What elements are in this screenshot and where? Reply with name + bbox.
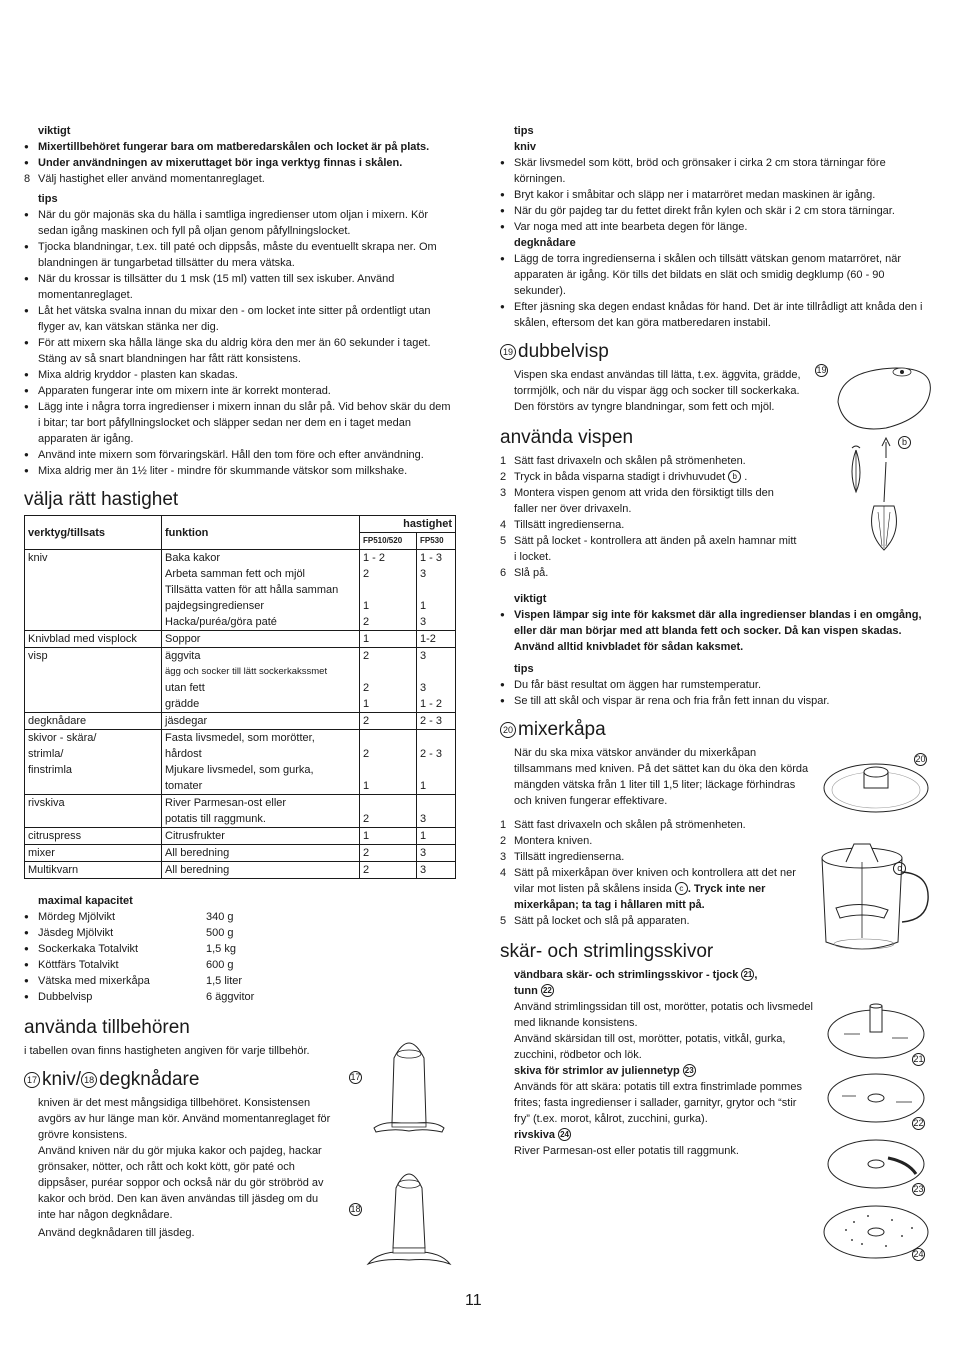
- table-cell-func: Fasta livsmedel, som morötter,: [162, 730, 360, 747]
- whisk-step: 1 Sätt fast drivaxeln och skålen på strömenheten.: [500, 455, 746, 467]
- tips2-item: ● Du får bäst resultat om äggen har rumstemperatur.: [500, 677, 932, 693]
- table-cell-tool: [25, 664, 162, 680]
- tip-item: ● När du krossar is tillsätter du 1 msk (15 ml) vatten till sex iskuber. Använd momentanreglaget.: [24, 271, 456, 303]
- table-cell-a: 2: [360, 713, 417, 730]
- table-cell-b: [417, 762, 456, 778]
- accessories-title: använda tillbehören: [24, 1017, 190, 1038]
- table-cell-a: 1: [360, 696, 417, 713]
- th-speed: hastighet: [360, 516, 456, 533]
- important-item: ● Mixertillbehöret fungerar bara om matberedarskålen och locket är på plats.: [24, 139, 456, 155]
- disc-heading: vändbara skär- och strimlingsskivor - tjock 21 , tunn 22: [514, 969, 758, 997]
- thick-disc-illustration: [826, 1000, 930, 1062]
- table-cell-tool: kniv: [25, 550, 162, 567]
- tip-item: ● För att mixern ska hålla länge ska du aldrig köra den mer än 60 sekunder i taget. Stäng av så snart blandningen har fått rätt konsistens.: [24, 335, 456, 367]
- table-row: [25, 566, 456, 582]
- number-17-icon: 17: [24, 1072, 40, 1088]
- table-cell-func: Tillsätta vatten för att hålla samman: [162, 582, 360, 598]
- dough-tip: ● Efter jäsning ska degen endast knådas för hand. Det är inte tillrådligt att knåda den i skålen, eftersom det kan göra matberedaren instabil.: [500, 299, 932, 331]
- table-cell-tool: [25, 778, 162, 795]
- figure-23-label: 23: [913, 1184, 924, 1194]
- table-cell-func: hårdost: [162, 746, 360, 762]
- table-cell-a: 2: [360, 862, 417, 879]
- whisk-step: 3 Montera vispen genom att vrida den försiktigt tills den faller ner över drivaxeln.: [500, 487, 774, 515]
- b-marker-icon: b: [728, 470, 741, 483]
- table-cell-b: [417, 730, 456, 747]
- table-cell-b: 3: [417, 845, 456, 862]
- table-row: [25, 680, 456, 696]
- table-cell-func: pajdegsingredienser: [162, 598, 360, 614]
- table-cell-tool: mixer: [25, 845, 162, 862]
- table-row: [25, 862, 456, 879]
- table-cell-func: grädde: [162, 696, 360, 713]
- capacity-item: ● Sockerkaka Totalvikt 1,5 kg: [24, 941, 456, 957]
- table-cell-b: 1: [417, 598, 456, 614]
- table-row: [25, 648, 456, 665]
- figure-b-label: b: [898, 436, 911, 449]
- table-cell-func: Baka kakor: [162, 550, 360, 567]
- table-cell-func: ägg och socker till lätt sockerkakssmet: [162, 664, 360, 680]
- table-cell-func: potatis till raggmunk.: [162, 811, 360, 828]
- table-row: [25, 713, 456, 730]
- knife-tip: ● Var noga med att inte bearbeta degen för länge.: [500, 219, 932, 235]
- disc-text-1: Använd strimlingssidan till ost, morötter, potatis och livsmedel med liknande konsistens.: [514, 1001, 813, 1029]
- table-cell-b: [417, 664, 456, 680]
- th-tool: verktyg/tillsats: [25, 516, 162, 550]
- disc-text-2: Använd skärsidan till ost, morötter, potatis, vitkål, gurka, zucchini, rödbetor och lök.: [514, 1033, 786, 1061]
- table-cell-a: [360, 762, 417, 778]
- table-cell-func: tomater: [162, 778, 360, 795]
- table-cell-a: 2: [360, 680, 417, 696]
- tip-item: ● Tjocka blandningar, t.ex. till paté och dippsås, måste du eventuellt skrapa ner. Om blandningen är tungarbetad tillsätter du mera vätska.: [24, 239, 456, 271]
- whisk-text: Vispen ska endast användas till lätta, t.ex. äggvita, grädde, torrmjölk, och när du vispar ägg och socker till sockerkaka. Den förstörs av tyngre blandningar, som fett och mjöl.: [514, 369, 801, 413]
- tip-item: ● Mixa aldrig kryddor - plasten kan skadas.: [24, 367, 456, 383]
- table-cell-b: 1 - 2: [417, 696, 456, 713]
- table-cell-tool: finstrimla: [25, 762, 162, 778]
- th-model-2: FP530: [417, 533, 456, 550]
- figure-20-label: 20: [915, 754, 926, 764]
- tip-item: ● Låt het vätska svalna innan du mixar den - om locket inte sitter på ordentligt utan flyger av, kan vätskan stänka ner dig.: [24, 303, 456, 335]
- table-cell-func: Mjukare livsmedel, som gurka,: [162, 762, 360, 778]
- figure-22-label: 22: [913, 1118, 924, 1128]
- cover-step-4: 4 Sätt på mixerkåpan över kniven och kontrollera att det ner vilar mot listen på skålens insida c . Tryck inte ner mixerkåpan; ta tag i hållaren mitt på.: [500, 867, 796, 911]
- table-cell-tool: Multikvarn: [25, 862, 162, 879]
- table-cell-b: 1 - 3: [417, 550, 456, 567]
- table-cell-b: 2 - 3: [417, 746, 456, 762]
- table-cell-tool: [25, 696, 162, 713]
- whisk-illustration: [826, 362, 938, 558]
- tip-item: ● Mixa aldrig mer än 1½ liter - mindre för skummande vätskor som milkshake.: [24, 463, 456, 479]
- table-row: [25, 696, 456, 713]
- grater-text: River Parmesan-ost eller potatis till raggmunk.: [514, 1145, 739, 1157]
- th-func: funktion: [162, 516, 360, 550]
- table-cell-b: 1: [417, 778, 456, 795]
- table-row: [25, 778, 456, 795]
- table-cell-func: Hacka/puréa/göra paté: [162, 614, 360, 631]
- table-cell-b: 2 - 3: [417, 713, 456, 730]
- table-cell-a: 2: [360, 746, 417, 762]
- number-19-icon: 19: [500, 344, 516, 360]
- figure-21-label: 21: [913, 1054, 924, 1064]
- capacity-item: ● Mördeg Mjölvikt 340 g: [24, 909, 456, 925]
- whisk-step: 5 Sätt på locket - kontrollera att änden på axeln hamnar mitt i locket.: [500, 535, 797, 563]
- figure-17-label: 17: [350, 1072, 361, 1082]
- number-18-icon: 18: [81, 1072, 97, 1088]
- c-marker-icon: c: [675, 882, 688, 895]
- knife-illustration: [364, 1028, 454, 1148]
- table-cell-tool: [25, 582, 162, 598]
- knife-tip: ● Skär livsmedel som kött, bröd och grönsaker i cirka 2 cm stora tärningar före körningen.: [500, 155, 932, 187]
- table-row: [25, 550, 456, 567]
- figure-19-label: 19: [816, 365, 827, 375]
- table-cell-a: 1: [360, 828, 417, 845]
- table-cell-tool: degknådare: [25, 713, 162, 730]
- table-cell-tool: [25, 614, 162, 631]
- grater-heading: rivskiva 24: [500, 1127, 814, 1143]
- th-model-1: FP510/520: [360, 533, 417, 550]
- whisk-steps: [500, 453, 800, 581]
- knife-title: 17 kniv/ 18 degknådare: [24, 1069, 456, 1091]
- table-cell-func: utan fett: [162, 680, 360, 696]
- cover-steps: [500, 817, 800, 865]
- table-row: [25, 811, 456, 828]
- important-heading-right: viktigt: [514, 593, 547, 605]
- table-cell-b: 3: [417, 680, 456, 696]
- use-whisk-title: använda vispen: [500, 427, 634, 448]
- table-cell-a: 2: [360, 845, 417, 862]
- table-cell-tool: [25, 598, 162, 614]
- whisk-step: 4 Tillsätt ingredienserna.: [500, 519, 625, 531]
- table-row: [25, 795, 456, 812]
- table-cell-b: 3: [417, 566, 456, 582]
- figure-c-label: c: [893, 862, 906, 875]
- table-cell-tool: strimla/: [25, 746, 162, 762]
- table-row: [25, 762, 456, 778]
- table-cell-tool: [25, 680, 162, 696]
- step-8: 8 Välj hastighet eller använd momentanreglaget.: [24, 173, 265, 185]
- table-cell-tool: visp: [25, 648, 162, 665]
- table-cell-a: 1: [360, 631, 417, 648]
- bowl-illustration: [812, 838, 936, 958]
- knife-text: kniven är det mest mångsidiga tillbehöret. Konsistensen avgörs av hur länge man kör. Använd momentanreglaget för grövre konsistens.: [38, 1097, 331, 1141]
- julienne-text: Används för att skära: potatis till extra finstrimlade pommes frites; fasta ingredienser i sallader, garnityr, grytor och “stir fry” (t.ex. morot, kålrot, zucchini, gurka).: [514, 1081, 802, 1125]
- number-24-icon: 24: [558, 1128, 571, 1141]
- table-cell-b: 3: [417, 648, 456, 665]
- table-row: [25, 746, 456, 762]
- table-cell-b: 3: [417, 862, 456, 879]
- table-cell-func: äggvita: [162, 648, 360, 665]
- table-cell-func: Arbeta samman fett och mjöl: [162, 566, 360, 582]
- capacity-list: [24, 909, 456, 1005]
- whisk-step: 6 Slå på.: [500, 567, 549, 579]
- cover-step: 3 Tillsätt ingredienserna.: [500, 851, 625, 863]
- table-cell-b: [417, 582, 456, 598]
- capacity-heading: maximal kapacitet: [38, 895, 133, 907]
- tip-item: ● Apparaten fungerar inte om mixern inte är korrekt monterad.: [24, 383, 456, 399]
- knife-text-3: Använd degknådaren till jäsdeg.: [38, 1227, 195, 1239]
- knife-tip: ● Bryt kakor i småbitar och släpp ner i matarröret medan maskinen är igång.: [500, 187, 932, 203]
- figure-18-label: 18: [350, 1204, 361, 1214]
- table-row: [25, 845, 456, 862]
- table-cell-a: 1 - 2: [360, 550, 417, 567]
- table-row: [25, 598, 456, 614]
- tip-item: ● Använd inte mixern som förvaringskärl. Håll den tom före och efter användning.: [24, 447, 456, 463]
- table-cell-a: 2: [360, 648, 417, 665]
- speed-title: välja rätt hastighet: [24, 489, 179, 510]
- number-23-icon: 23: [683, 1064, 696, 1077]
- number-22-icon: 22: [541, 984, 554, 997]
- table-cell-a: [360, 730, 417, 747]
- table-row: [25, 730, 456, 747]
- cover-step-5: 5 Sätt på locket och slå på apparaten.: [500, 915, 690, 927]
- dough-tip: ● Lägg de torra ingredienserna i skålen och tillsätt vätskan genom matarröret, när apparaten är igång. Kör tills det bildats en slät och smidig degklump (60 - 90 sekunder).: [500, 251, 932, 299]
- table-row: [25, 631, 456, 648]
- capacity-item: ● Dubbelvisp 6 äggvitor: [24, 989, 456, 1005]
- figure-24-label: 24: [913, 1249, 924, 1259]
- capacity-item: ● Köttfärs Totalvikt 600 g: [24, 957, 456, 973]
- important-heading: viktigt: [38, 125, 71, 137]
- dough-tips-heading: degknådare: [514, 237, 576, 249]
- table-row: [25, 664, 456, 680]
- table-row: [25, 828, 456, 845]
- table-cell-tool: skivor - skära/: [25, 730, 162, 747]
- table-cell-func: River Parmesan-ost eller: [162, 795, 360, 812]
- cover-step: 2 Montera kniven.: [500, 835, 593, 847]
- table-row: [25, 582, 456, 598]
- table-cell-a: [360, 664, 417, 680]
- tip-item: ● När du gör majonäs ska du hälla i samtliga ingredienser utom oljan i mixern. Kör sedan igång maskinen och fyll på oljan genom påfyllningslocket.: [24, 207, 456, 239]
- table-cell-a: 2: [360, 566, 417, 582]
- dough-tool-illustration: [364, 1160, 454, 1278]
- table-cell-tool: Knivblad med visplock: [25, 631, 162, 648]
- cover-step: 1 Sätt fast drivaxeln och skålen på strömenheten.: [500, 819, 746, 831]
- number-21-icon: 21: [741, 968, 754, 981]
- table-cell-a: 1: [360, 598, 417, 614]
- table-cell-tool: [25, 811, 162, 828]
- cover-title: 20 mixerkåpa: [500, 719, 932, 741]
- cover-text: När du ska mixa vätskor använder du mixerkåpan tillsammans med kniven. På det sättet kan du öka den körda mängden vätska från 1 liter till 1,5 liter; läckage förhindras och kniven fungerar effektivare.: [514, 747, 809, 807]
- important-item: ● Under användningen av mixeruttaget bör inga verktyg finnas i skålen.: [24, 155, 456, 171]
- knife-tip: ● När du gör pajdeg tar du fettet direkt från kylen och skär i 2 cm stora tärningar.: [500, 203, 932, 219]
- whisk-title: 19 dubbelvisp: [500, 341, 932, 363]
- whisk-step: 2 Tryck in båda visparna stadigt i drivhuvudet b .: [500, 471, 748, 483]
- table-cell-a: 2: [360, 811, 417, 828]
- table-cell-b: 1: [417, 828, 456, 845]
- knife-text-2: Använd kniven när du gör mjuka kakor och pajdeg, hackar grönsaker, nötter, och rått och kokt kött, gör paté och dippsåser, puréar soppor och också när du gör ströbröd av kakor och bröd. Den kan även användas till jäsdeg om du inte har någon degknådare.: [38, 1145, 324, 1221]
- table-cell-func: All beredning: [162, 862, 360, 879]
- table-cell-tool: rivskiva: [25, 795, 162, 812]
- table-row: [25, 614, 456, 631]
- julienne-heading: skiva för strimlor av juliennetyp 23: [500, 1063, 814, 1079]
- table-cell-func: jäsdegar: [162, 713, 360, 730]
- tip-item: ● Lägg inte i några torra ingredienser i mixern innan du slår på. Vid behov skär du dem i bitar; tar bort påfyllningslocket och släpper sedan ner dem en i taget medan apparaten är igång.: [24, 399, 456, 447]
- table-cell-a: 1: [360, 778, 417, 795]
- tips2-item: ● Se till att skål och vispar är rena och fria från fett innan du vispar.: [500, 693, 932, 709]
- table-cell-a: 2: [360, 614, 417, 631]
- table-cell-b: 3: [417, 811, 456, 828]
- important-item-right: ● Vispen lämpar sig inte för kaksmet där alla ingredienser blandas i en omgång, eller där man börjar med att blanda fett och socker. Då kan vispen skadas. Använd alltid knivbladet för sådan kaksmet.: [500, 607, 932, 655]
- table-cell-b: 1-2: [417, 631, 456, 648]
- speed-table: [24, 515, 456, 879]
- table-cell-func: All beredning: [162, 845, 360, 862]
- capacity-item: ● Vätska med mixerkåpa 1,5 liter: [24, 973, 456, 989]
- tips-heading: tips: [38, 193, 58, 205]
- knife-tips-heading: kniv: [514, 141, 537, 153]
- table-cell-b: 3: [417, 614, 456, 631]
- table-cell-b: [417, 795, 456, 812]
- number-20-icon: 20: [500, 722, 516, 738]
- table-cell-tool: [25, 566, 162, 582]
- table-cell-func: Soppor: [162, 631, 360, 648]
- table-cell-tool: citruspress: [25, 828, 162, 845]
- accessories-text: i tabellen ovan finns hastigheten angiven för varje tillbehör.: [24, 1045, 310, 1057]
- table-cell-a: [360, 795, 417, 812]
- table-cell-func: Citrusfrukter: [162, 828, 360, 845]
- discs-title: skär- och strimlingsskivor: [500, 941, 714, 962]
- tips2-heading: tips: [514, 663, 534, 675]
- capacity-item: ● Jäsdeg Mjölvikt 500 g: [24, 925, 456, 941]
- tips-heading-right: tips: [514, 125, 534, 137]
- page-number: 11: [465, 1292, 482, 1309]
- table-cell-a: [360, 582, 417, 598]
